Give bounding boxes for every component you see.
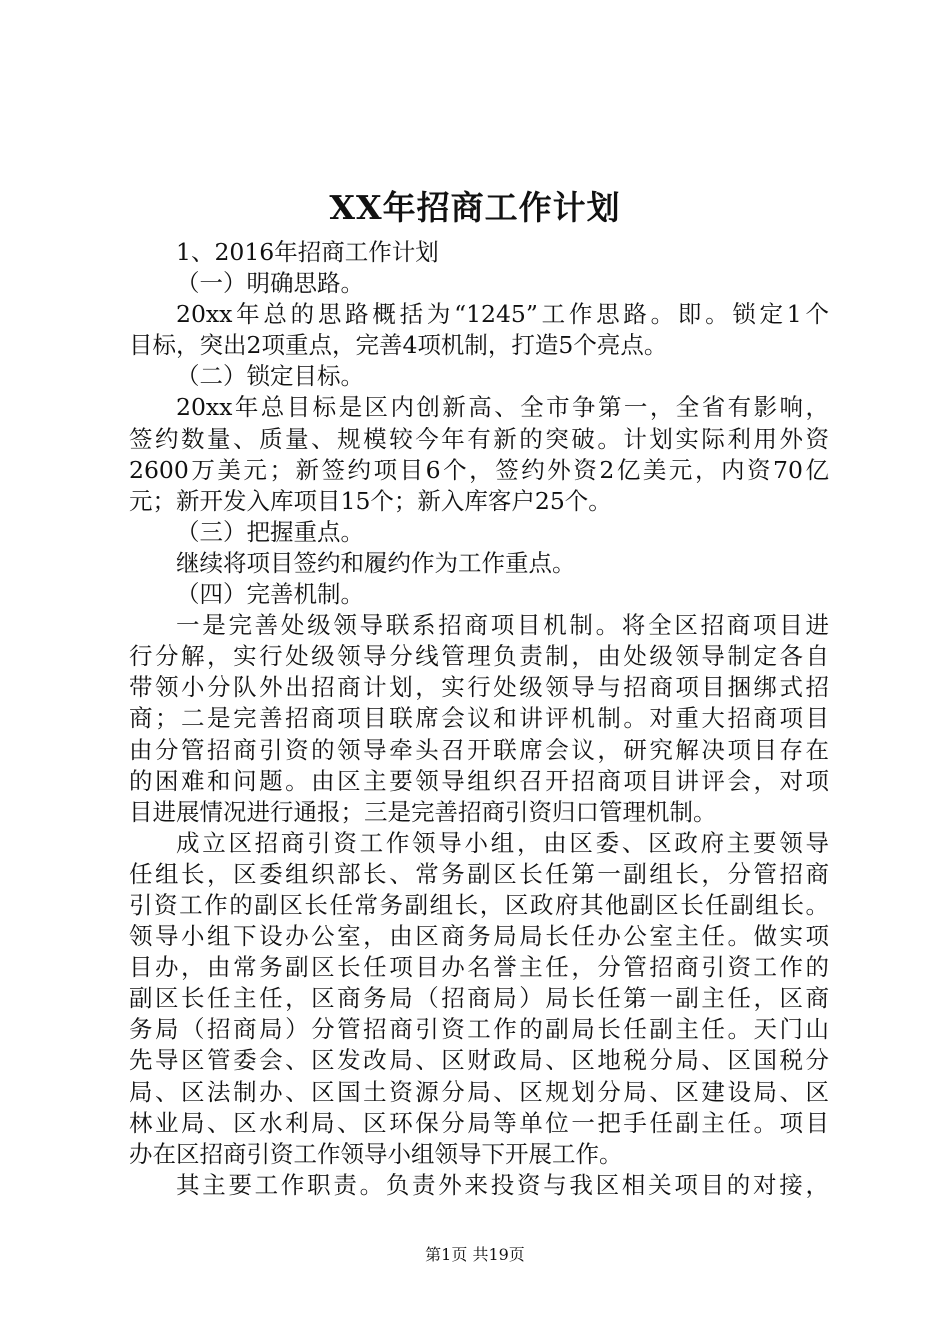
document-body bbox=[129, 237, 829, 1201]
text-line: 其主要工作职责。负责外来投资与我区相关项目的对接， bbox=[176, 1170, 829, 1199]
text-line: 领导小组下设办公室，由区商务局局长任办公室主任。做实项 bbox=[129, 922, 829, 951]
text-line: 20xx年总目标是区内创新高、全市争第一，全省有影响， bbox=[176, 393, 829, 422]
text-line: 元；新开发入库项目15个；新入库客户25个。 bbox=[129, 486, 612, 515]
text-line: 先导区管委会、区发改局、区财政局、区地税分局、区国税分 bbox=[129, 1046, 829, 1075]
page-footer: 第1页 共19页 bbox=[425, 1245, 525, 1264]
text-line: 办在区招商引资工作领导小组领导下开展工作。 bbox=[129, 1139, 623, 1168]
text-line: 成立区招商引资工作领导小组，由区委、区政府主要领导 bbox=[176, 828, 829, 857]
text-line: 行分解，实行处级领导分线管理负责制，由处级领导制定各自 bbox=[129, 642, 829, 671]
text-line: 签约数量、质量、规模较今年有新的突破。计划实际利用外资 bbox=[129, 424, 829, 453]
text-line: 20xx年总的思路概括为“1245”工作思路。即。锁定1个 bbox=[176, 300, 829, 329]
text-line: 目标，突出2项重点，完善4项机制，打造5个亮点。 bbox=[129, 331, 668, 360]
text-line: 一是完善处级领导联系招商项目机制。将全区招商项目进 bbox=[176, 611, 829, 640]
text-line: 引资工作的副区长任常务副组长，区政府其他副区长任副组长。 bbox=[129, 890, 829, 919]
text-line: 副区长任主任，区商务局（招商局）局长任第一副主任，区商 bbox=[129, 984, 829, 1013]
text-line: 商；二是完善招商项目联席会议和讲评机制。对重大招商项目 bbox=[129, 704, 829, 733]
text-line: 务局（招商局）分管招商引资工作的副局长任副主任。天门山 bbox=[129, 1015, 829, 1044]
text-line: 2600万美元；新签约项目6个，签约外资2亿美元，内资70亿 bbox=[129, 455, 829, 484]
text-line: （三）把握重点。 bbox=[176, 517, 364, 546]
text-line: 任组长，区委组织部长、常务副区长任第一副组长，分管招商 bbox=[129, 859, 829, 888]
text-line: （四）完善机制。 bbox=[176, 580, 364, 609]
text-line: 的困难和问题。由区主要领导组织召开招商项目讲评会，对项 bbox=[129, 766, 829, 795]
text-line: （一）明确思路。 bbox=[176, 269, 364, 298]
text-line: （二）锁定目标。 bbox=[176, 362, 364, 391]
text-line: 目办，由常务副区长任项目办名誉主任，分管招商引资工作的 bbox=[129, 953, 829, 982]
text-line: 目进展情况进行通报；三是完善招商引资归口管理机制。 bbox=[129, 797, 717, 826]
text-line: 局、区法制办、区国土资源分局、区规划分局、区建设局、区 bbox=[129, 1077, 829, 1106]
document-title: XX年招商工作计划 bbox=[329, 188, 621, 227]
text-line: 由分管招商引资的领导牵头召开联席会议，研究解决项目存在 bbox=[129, 735, 829, 764]
text-line: 带领小分队外出招商计划，实行处级领导与招商项目捆绑式招 bbox=[129, 673, 829, 702]
text-line: 林业局、区水利局、区环保分局等单位一把手任副主任。项目 bbox=[129, 1108, 829, 1137]
text-line: 1、2016年招商工作计划 bbox=[176, 238, 439, 266]
text-line: 继续将项目签约和履约作为工作重点。 bbox=[176, 548, 576, 577]
